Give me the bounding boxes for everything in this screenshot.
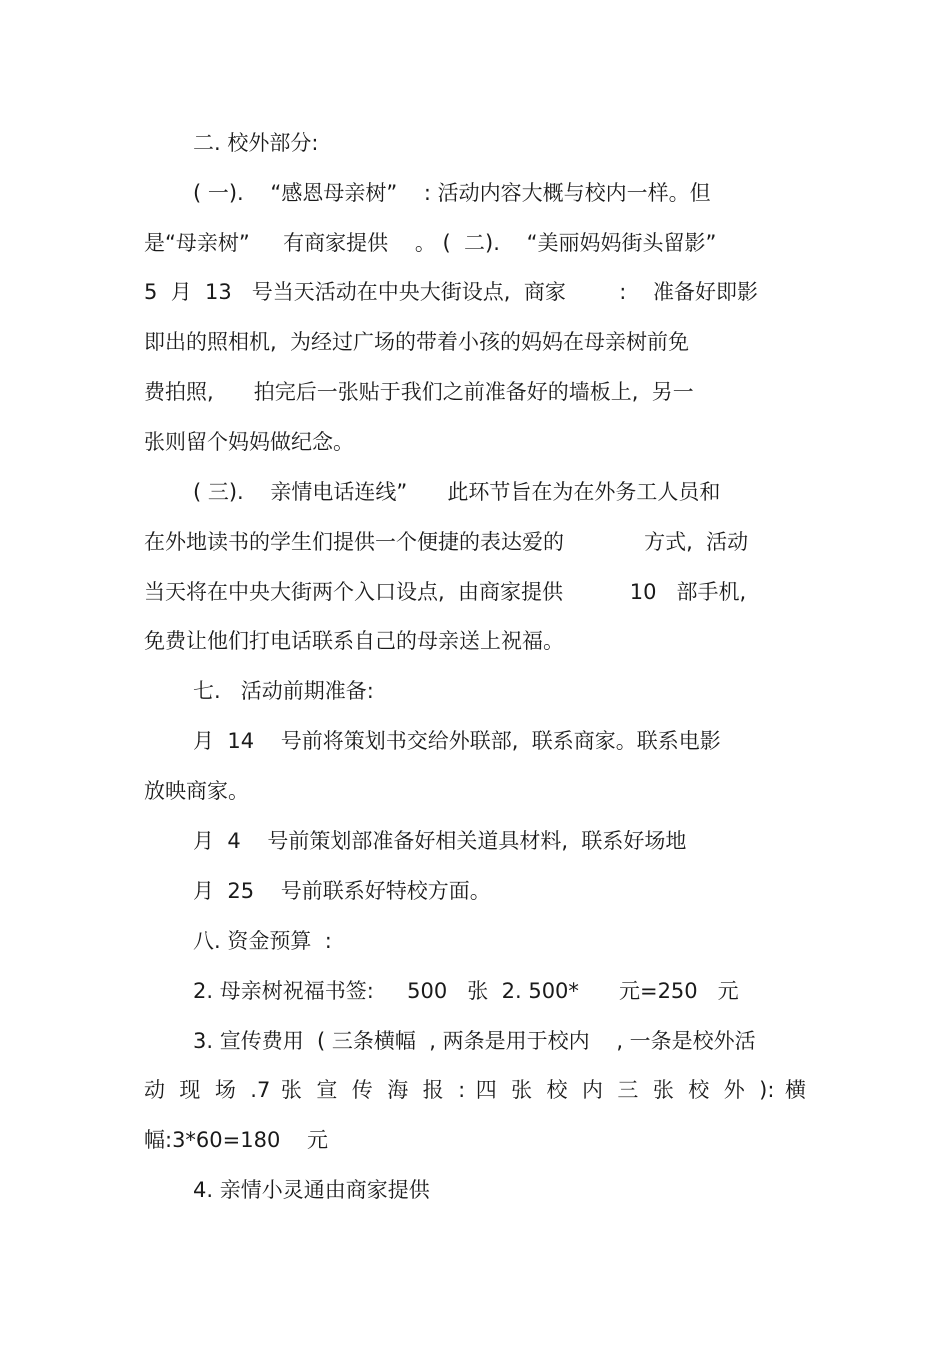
budget-item: 4. 亲情小灵通由商家提供: [193, 1178, 430, 1202]
paragraph-line: 张则留个妈妈做纪念。: [144, 430, 354, 454]
paragraph-line: 即出的照相机, 为经过广场的带着小孩的妈妈在母亲树前免: [144, 330, 690, 354]
budget-item: 2. 母亲树祝福书签: 500 张 2. 500* 元=250 元: [193, 979, 739, 1003]
paragraph-line: ( 三). 亲情电话连线” 此环节旨在为在外务工人员和: [193, 480, 721, 504]
paragraph-line: 在外地读书的学生们提供一个便捷的表达爱的 方式, 活动: [144, 530, 749, 554]
section-heading-off-campus: 二. 校外部分:: [193, 131, 319, 155]
paragraph-line: 月 4 号前策划部准备好相关道具材料, 联系好场地: [193, 829, 687, 853]
section-heading-preparation: 七. 活动前期准备:: [193, 679, 374, 703]
paragraph-line: 免费让他们打电话联系自己的母亲送上祝福。: [144, 629, 564, 653]
paragraph-line: 月 14 号前将策划书交给外联部, 联系商家。联系电影: [193, 729, 721, 753]
budget-item: 3. 宣传费用 ( 三条横幅 , 两条是用于校内 , 一条是校外活: [193, 1029, 756, 1053]
section-heading-budget: 八. 资金预算 :: [193, 929, 332, 953]
paragraph-line: 当天将在中央大街两个入口设点, 由商家提供 10 部手机,: [144, 580, 747, 604]
budget-item-continuation: 动 现 场 .7 张 宣 传 海 报 : 四 张 校 内 三 张 校 外 ): 横: [144, 1078, 806, 1102]
budget-item-continuation: 幅:3*60=180 元: [144, 1128, 329, 1152]
paragraph-line: 是“母亲树” 有商家提供 。 ( 二). “美丽妈妈街头留影”: [144, 231, 717, 255]
paragraph-line: 放映商家。: [144, 779, 249, 803]
paragraph-line: 5 月 13 号当天活动在中央大街设点, 商家 : 准备好即影: [144, 280, 759, 304]
paragraph-line: ( 一). “感恩母亲树” : 活动内容大概与校内一样。但: [193, 181, 711, 205]
paragraph-line: 费拍照, 拍完后一张贴于我们之前准备好的墙板上, 另一: [144, 380, 694, 404]
paragraph-line: 月 25 号前联系好特校方面。: [193, 879, 491, 903]
